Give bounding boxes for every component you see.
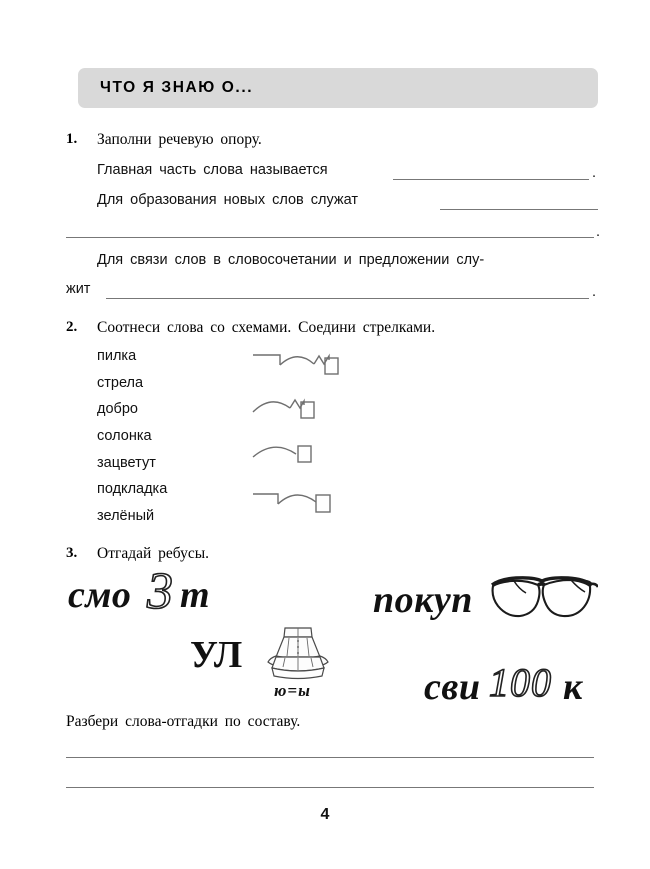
exercise-1-line-4-period: . (592, 284, 597, 300)
exercise-1-blank-2a[interactable] (440, 209, 598, 210)
exercise-1-line-1-period: . (592, 165, 597, 181)
rebus-smotr-suffix: т (180, 574, 211, 616)
exercise-1-number: 1. (66, 131, 78, 147)
section-header-title: ЧТО Я ЗНАЮ О... (100, 79, 254, 96)
exercise-3-closing-instruction: Разбери слова-отгадки по составу. (66, 713, 301, 730)
exercise-1-line-3-text: Для связи слов в словосочетании и предложении слу- (97, 252, 485, 268)
exercise-1-line-2-period: . (596, 224, 601, 240)
exercise-3-number: 3. (66, 545, 78, 561)
exercise-3-title: Отгадай ребусы. (97, 545, 209, 562)
rebus-svistok-suffix: к (563, 666, 583, 708)
exercise-2-title: Соотнеси слова со схемами. Соедини стрелками. (97, 319, 436, 336)
rebus-smotr-digit: 3 (147, 563, 174, 620)
word-list-item[interactable]: подкладка (97, 481, 168, 497)
rebus-pokup-text: покуп (373, 579, 473, 621)
word-list-item[interactable]: добро (97, 401, 138, 417)
word-list-item[interactable]: солонка (97, 428, 152, 444)
rebus-ul-text: УЛ (190, 634, 244, 676)
page-number: 4 (320, 806, 330, 823)
skirt-icon (264, 624, 332, 680)
scheme-prefix-root-ending[interactable] (252, 489, 334, 515)
exercise-1-line-2-text: Для образования новых слов служат (97, 192, 358, 208)
rebus-svistok-number: 100 (489, 660, 552, 705)
scheme-root-suffix-ending[interactable] (252, 395, 324, 421)
exercise-3-answer-line-2[interactable] (66, 787, 594, 788)
exercise-3-answer-line-1[interactable] (66, 757, 594, 758)
word-list-item[interactable]: стрела (97, 375, 144, 391)
exercise-1-line-4-text: жит (66, 281, 91, 297)
rebus-ul-hint: ю=ы (274, 681, 311, 700)
section-header-banner (78, 68, 598, 108)
glasses-icon (486, 568, 598, 624)
word-list-item[interactable]: зацветут (97, 455, 156, 471)
exercise-1-line-1-text: Главная часть слова называется (97, 162, 328, 178)
exercise-1-blank-2b[interactable] (66, 237, 594, 238)
exercise-1-blank-3[interactable] (106, 298, 589, 299)
scheme-root-ending[interactable] (252, 441, 316, 465)
rebus-svistok-prefix: сви (424, 666, 481, 708)
rebus-smotr-prefix: смо (68, 574, 132, 616)
exercise-1-blank-1[interactable] (393, 179, 589, 180)
word-list-item[interactable]: зелёный (97, 508, 155, 524)
scheme-prefix-root-suffix-ending[interactable] (252, 350, 340, 376)
word-list-item[interactable]: пилка (97, 348, 137, 364)
exercise-2-number: 2. (66, 319, 78, 335)
exercise-1-title: Заполни речевую опору. (97, 131, 262, 148)
